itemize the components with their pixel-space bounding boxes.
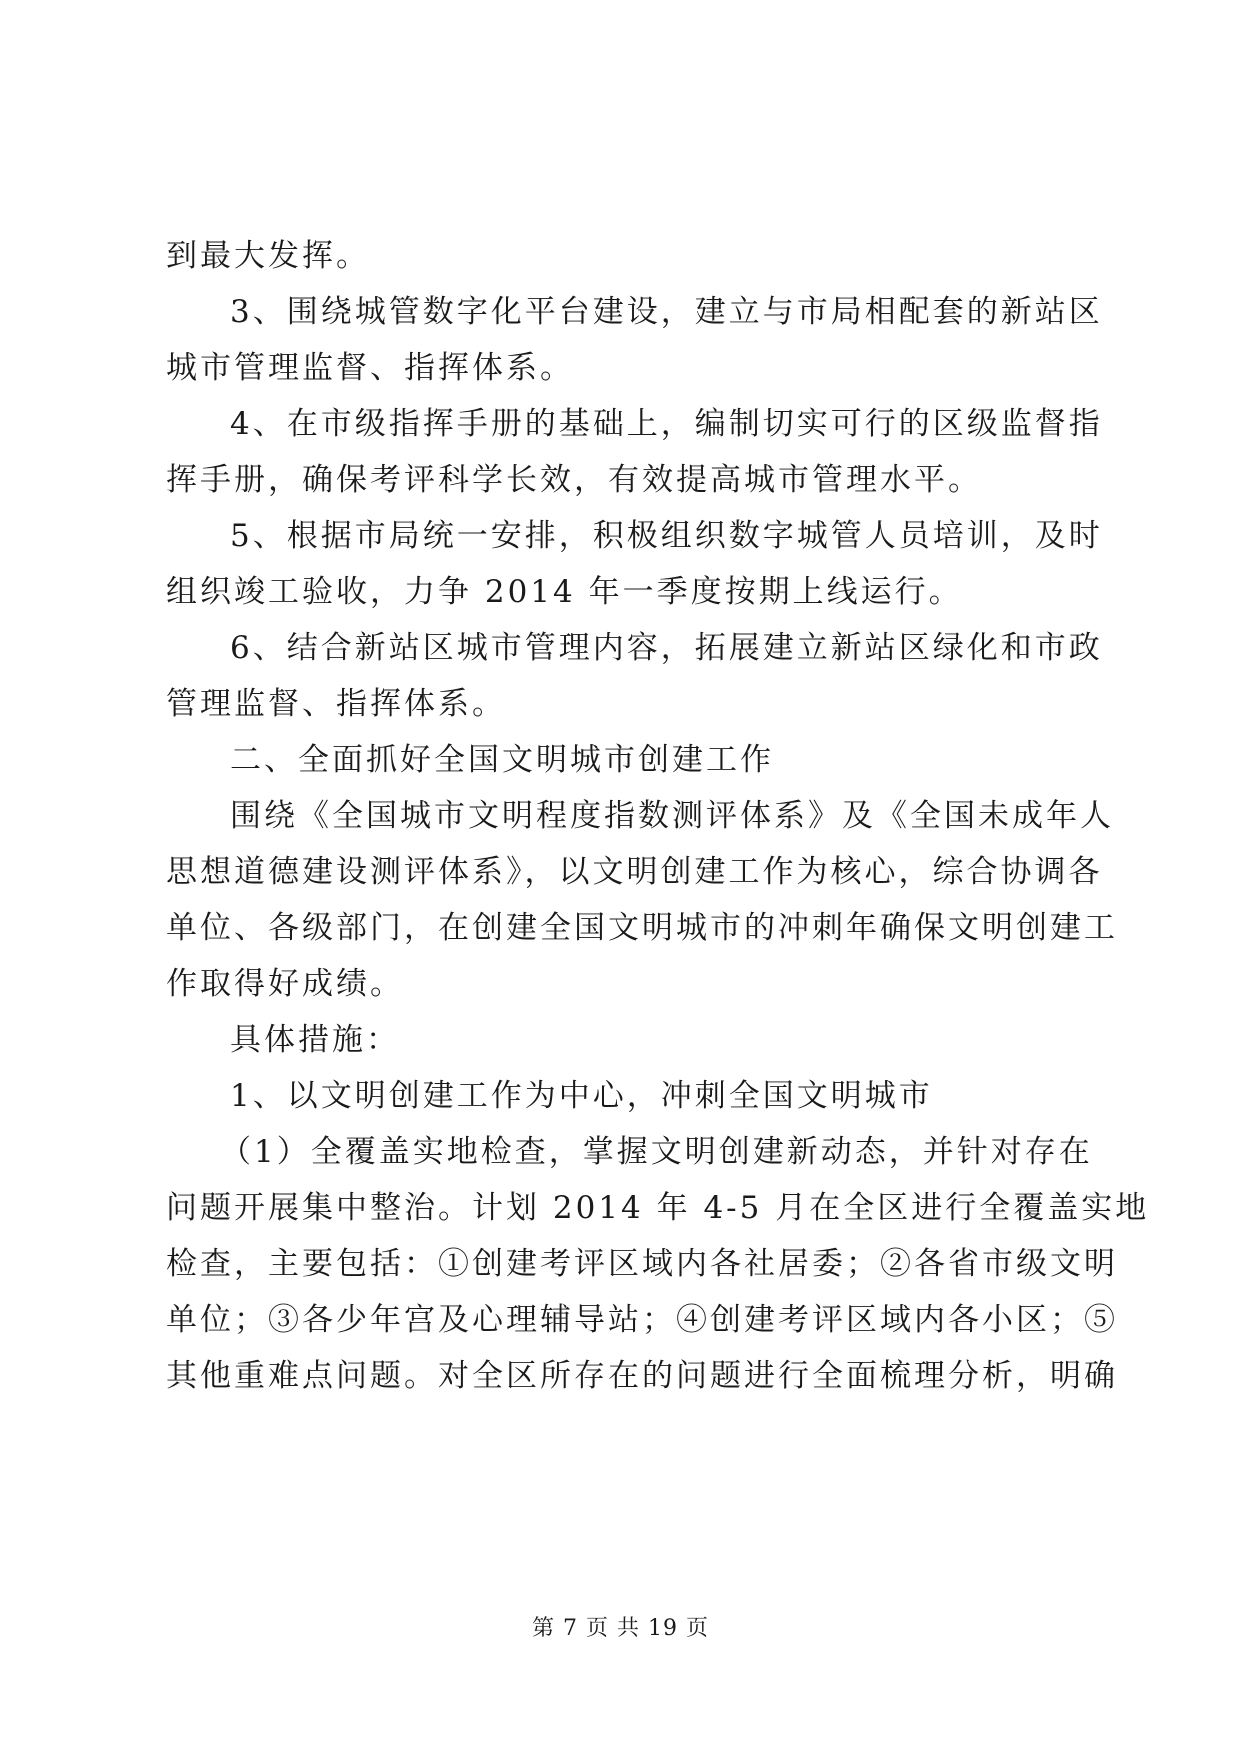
text-line-4: 4、在市级指挥手册的基础上，编制切实可行的区级监督指 <box>230 406 1103 442</box>
text-line-11: 围绕《全国城市文明程度指数测评体系》及《全国未成年人 <box>230 798 1114 834</box>
section-heading: 二、全面抓好全国文明城市创建工作 <box>230 742 774 778</box>
measures-label: 具体措施： <box>230 1022 400 1058</box>
text-line-9: 管理监督、指挥体系。 <box>166 686 506 722</box>
text-line-8: 6、结合新站区城市管理内容，拓展建立新站区绿化和市政 <box>230 630 1103 666</box>
text-line-12: 思想道德建设测评体系》，以文明创建工作为核心，综合协调各 <box>166 854 1103 890</box>
text-line-14: 作取得好成绩。 <box>166 966 404 1002</box>
page-footer: 第 7 页 共 19 页 <box>532 1616 709 1641</box>
text-line-5: 挥手册，确保考评科学长效，有效提高城市管理水平。 <box>166 462 982 498</box>
text-line-3: 城市管理监督、指挥体系。 <box>166 350 574 386</box>
text-line-17: （1）全覆盖实地检查，掌握文明创建新动态，并针对存在 <box>220 1134 1093 1170</box>
text-line-19: 检查，主要包括：①创建考评区域内各社居委；②各省市级文明 <box>166 1246 1118 1282</box>
text-line-7: 组织竣工验收，力争 2014 年一季度按期上线运行。 <box>166 574 963 610</box>
text-line-2: 3、围绕城管数字化平台建设，建立与市局相配套的新站区 <box>230 294 1103 330</box>
text-line-18: 问题开展集中整治。计划 2014 年 4-5 月在全区进行全覆盖实地 <box>166 1190 1150 1226</box>
text-line-13: 单位、各级部门，在创建全国文明城市的冲刺年确保文明创建工 <box>166 910 1118 946</box>
document-body <box>166 228 1150 1404</box>
text-line-6: 5、根据市局统一安排，积极组织数字城管人员培训，及时 <box>230 518 1103 554</box>
text-line-20: 单位；③各少年宫及心理辅导站；④创建考评区域内各小区；⑤ <box>166 1302 1118 1338</box>
text-line-1: 到最大发挥。 <box>166 238 370 274</box>
text-line-21: 其他重难点问题。对全区所存在的问题进行全面梳理分析，明确 <box>166 1358 1118 1394</box>
text-line-16: 1、以文明创建工作为中心，冲刺全国文明城市 <box>230 1078 933 1114</box>
